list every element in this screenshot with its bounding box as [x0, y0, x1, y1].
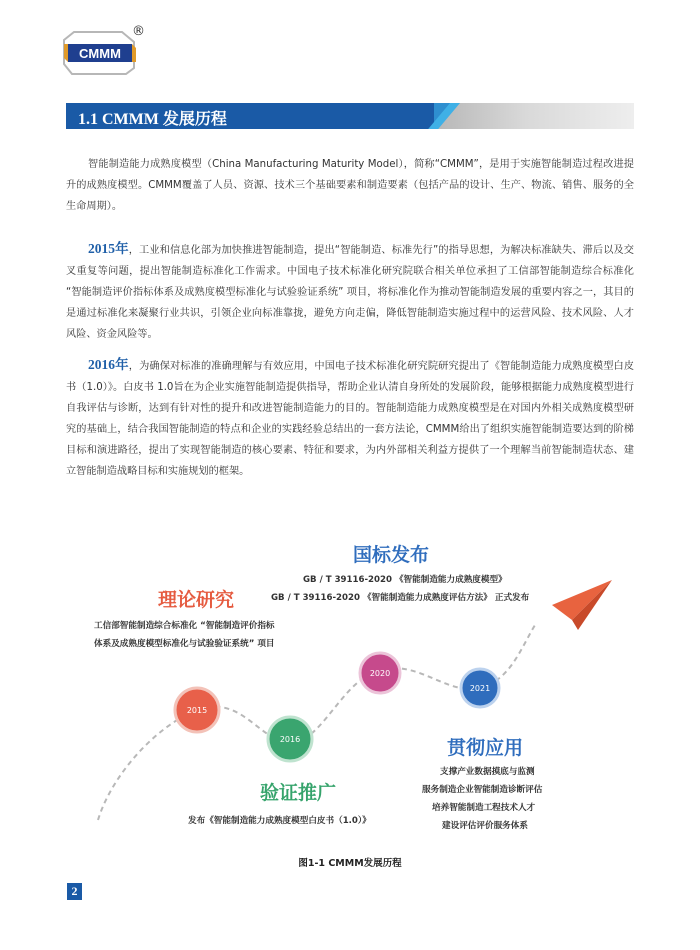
year-2015: 2015年	[88, 241, 129, 256]
milestone-2015	[175, 688, 219, 732]
registered-mark: ®	[132, 24, 145, 39]
verification-line: 发布《智能制造能力成熟度模型白皮书（1.0）》	[188, 816, 371, 826]
milestone-year: 2021	[469, 684, 491, 693]
milestone-year: 2020	[369, 669, 391, 678]
timeline-diagram	[0, 530, 700, 860]
application-heading: 贯彻应用	[447, 737, 524, 759]
milestone-year: 2015	[186, 706, 208, 715]
paragraph-text: 智能制造能力成熟度模型（China Manufacturing Maturity Model），简称“CMMM”，是用于实施智能制造过程改进提升的成熟度模型。CMMM覆盖了人员、资源、技术三个基础要素和制造要素（包括产品的设计、生产、物流、销售、服务的全生命周期）。	[66, 159, 634, 212]
milestone-year: 2016	[279, 735, 301, 744]
cmmm-logo	[62, 24, 145, 76]
paragraph-text: ，为确保对标准的准确理解与有效应用，中国电子技术标准化研究院研究提出了《智能制造能力成熟度模型白皮书（1.0）》。白皮书 1.0旨在为企业实施智能制造提供指导，帮助企业认清自身所处的发展阶段，能够根据能力成熟度模型进行自我评估与诊断，达到有针对性的提升和改进智能制造能力的目的。智能制造能力成熟度模型是在对国内外相关成熟度模型研究的基础上，结合我国智能制造的特点和企业的实践经验总结出的一套方法论，CMMM给出了组织实施智能制造要达到的阶梯目标和演进路径，提出了实现智能制造的核心要素、特征和要求，为内外部相关利益方提供了一个理解当前智能制造状态、建立智能制造战略目标和实施规划的框架。	[66, 361, 635, 477]
section-header	[66, 103, 634, 129]
theory-heading: 理论研究	[158, 589, 235, 611]
paper-plane-icon	[552, 580, 612, 630]
paragraph-text: ，工业和信息化部为加快推进智能制造，提出“智能制造、标准先行”的指导思想，为解决标准缺失、滞后以及交叉重复等问题，提出智能制造标准化工作需求。中国电子技术标准化研究院联合相关单位承担了工信部智能制造综合标准化 “智能制造评价指标体系及成熟度模型标准化与试验验证系统” 项目，将标准化作为推动智能制造发展的重要内容之一，其目的是通过标准化来凝聚行业共识，引领企业向标准靠拢，避免方向走偏，降低智能制造实施过程中的运营风险、技术风险、人才风险、资金风险等。	[66, 245, 634, 340]
application-line-2: 服务制造企业智能制造诊断评估	[422, 785, 543, 795]
application-line-4: 建设评估评价服务体系	[442, 821, 528, 831]
application-line-3: 培养智能制造工程技术人才	[432, 803, 536, 813]
year-2016: 2016年	[88, 357, 129, 372]
national-standard-line-1: GB / T 39116-2020 《智能制造能力成熟度模型》	[303, 575, 507, 585]
verification-heading: 验证推广	[260, 782, 337, 804]
paragraph-2016	[66, 354, 634, 482]
paragraph-intro	[66, 154, 634, 217]
page-number: 2	[67, 883, 82, 900]
milestone-2021	[461, 669, 499, 707]
section-title: 1.1 CMMM 发展历程	[78, 111, 227, 128]
application-line-1: 支撑产业数据摸底与监测	[440, 767, 535, 777]
milestone-2020	[360, 653, 400, 693]
milestone-2016	[268, 717, 312, 761]
theory-line-2: 体系及成熟度模型标准化与试验验证系统” 项目	[94, 639, 275, 649]
cmmm-logo-icon	[62, 28, 142, 76]
national-standard-heading: 国标发布	[353, 544, 430, 566]
figure-caption: 图1-1 CMMM发展历程	[298, 858, 402, 869]
theory-line-1: 工信部智能制造综合标准化 “智能制造评价指标	[94, 621, 275, 631]
national-standard-line-2: GB / T 39116-2020 《智能制造能力成熟度评估方法》 正式发布	[271, 593, 530, 603]
logo-text: CMMM	[79, 46, 121, 61]
paragraph-2015	[66, 238, 634, 345]
